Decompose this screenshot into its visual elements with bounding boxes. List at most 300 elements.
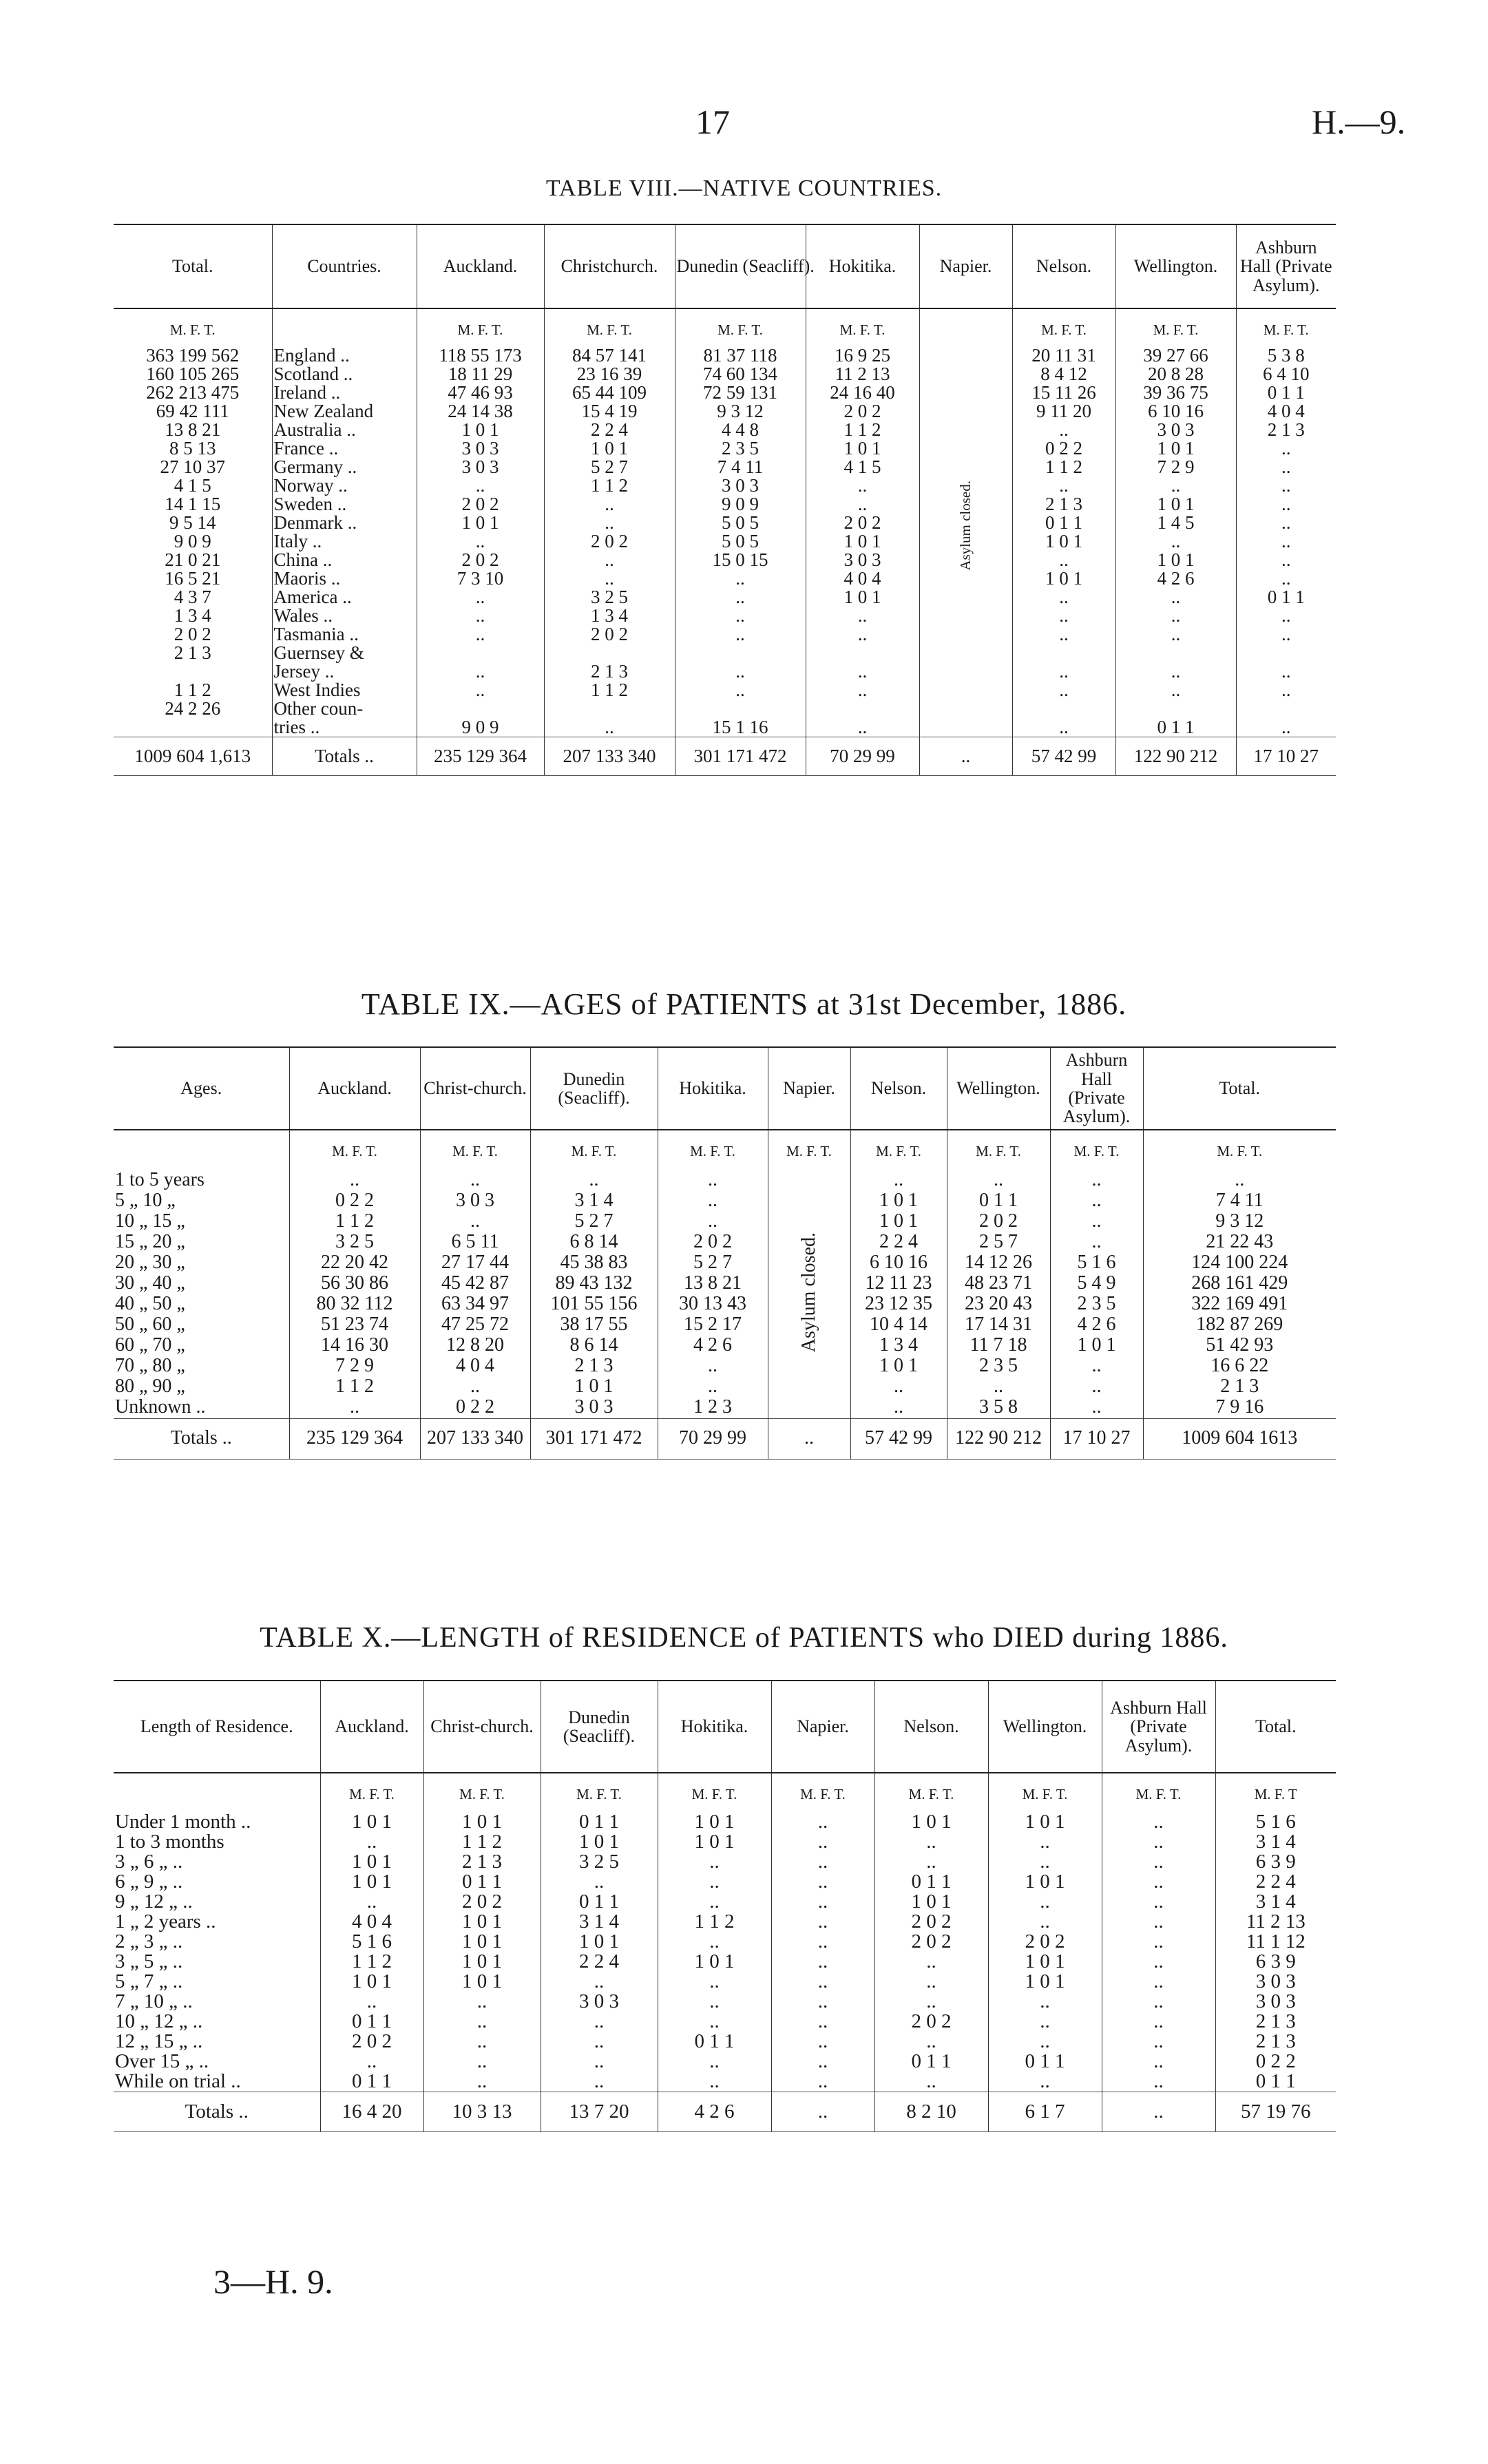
country-cell: France ..: [272, 439, 417, 458]
nelson-cell: 15 11 26: [1012, 383, 1115, 402]
dunedin-cell: 101 55 156: [530, 1294, 658, 1315]
wellington-total: 122 90 212: [947, 1419, 1050, 1460]
table-row: [114, 1852, 1336, 1872]
hokitika-cell: 1 0 1: [658, 1832, 771, 1852]
christchurch-cell: 3 0 3: [420, 1191, 530, 1212]
napier-cell: ..: [771, 1812, 874, 1832]
table-native-countries: [114, 224, 1336, 776]
hokitika-total: 4 2 6: [658, 2092, 771, 2132]
christchurch-cell: ..: [423, 1992, 541, 2012]
total-cell: [114, 718, 272, 737]
totals-row: [114, 2092, 1336, 2132]
col-header-nelson: Nelson.: [874, 1681, 988, 1773]
wellington-cell: 20 8 28: [1115, 365, 1236, 383]
col-header-nelson: Nelson.: [850, 1047, 947, 1130]
ashburn-cell: ..: [1050, 1398, 1143, 1419]
total-cell: 124 100 224: [1143, 1253, 1336, 1274]
napier-cell: ..: [771, 1832, 874, 1852]
table-row: [114, 718, 1336, 737]
napier-cell: ..: [771, 1952, 874, 1972]
nelson-cell: 1 0 1: [850, 1212, 947, 1232]
christchurch-cell: 47 25 72: [420, 1315, 530, 1336]
length-cell: Under 1 month ..: [115, 1811, 251, 1833]
wellington-cell: 0 1 1: [988, 2052, 1102, 2072]
dunedin-cell: 2 3 5: [675, 439, 806, 458]
total-cell: 182 87 269: [1143, 1315, 1336, 1336]
mft-label: M. F. T.: [541, 1773, 658, 1812]
auckland-cell: 47 46 93: [417, 383, 544, 402]
auckland-cell: 0 1 1: [320, 2012, 423, 2032]
nelson-cell: 9 11 20: [1012, 402, 1115, 421]
length-cell: 1 „ 2 years ..: [115, 1910, 216, 1933]
napier-cell: ..: [771, 1892, 874, 1912]
hokitika-cell: 13 8 21: [658, 1274, 768, 1294]
christchurch-total: 10 3 13: [423, 2092, 541, 2132]
mft-label: M. F. T.: [874, 1773, 988, 1812]
hokitika-cell: ..: [658, 1992, 771, 2012]
christchurch-cell: 63 34 97: [420, 1294, 530, 1315]
table-ages-of-patients: [114, 1046, 1336, 1460]
hokitika-cell: 4 0 4: [806, 569, 919, 588]
hokitika-cell: ..: [658, 1972, 771, 1992]
christchurch-cell: 1 0 1: [423, 1912, 541, 1932]
total-cell: 1 1 2: [174, 680, 211, 700]
total-cell: 7 9 16: [1143, 1398, 1336, 1419]
dunedin-cell: 2 2 4: [541, 1952, 658, 1972]
wellington-cell: ..: [1115, 625, 1236, 644]
ashburn-cell: 2 1 3: [1236, 421, 1336, 439]
col-header-dunedin: Dunedin (Seacliff).: [530, 1047, 658, 1130]
hokitika-cell: 1 0 1: [806, 532, 919, 551]
ashburn-cell: ..: [1102, 1832, 1215, 1852]
ashburn-cell: ..: [1050, 1232, 1143, 1253]
wellington-total: 122 90 212: [1115, 737, 1236, 776]
mft-label: M. F. T.: [771, 1773, 874, 1812]
auckland-cell: 1 0 1: [320, 1872, 423, 1892]
ashburn-cell: ..: [1102, 1912, 1215, 1932]
wellington-cell: ..: [988, 1892, 1102, 1912]
table-length-of-residence: [114, 1680, 1336, 2132]
country-cell: Ireland ..: [272, 383, 417, 402]
wellington-cell: 39 27 66: [1115, 346, 1236, 365]
ashburn-cell: ..: [1102, 2012, 1215, 2032]
auckland-cell: ..: [417, 607, 544, 625]
hokitika-cell: [806, 699, 919, 718]
country-cell: Italy ..: [272, 532, 417, 551]
table-row: [114, 551, 1336, 569]
ashburn-cell: 5 3 8: [1236, 346, 1336, 365]
christchurch-cell: ..: [423, 2072, 541, 2092]
table-row: [114, 1832, 1336, 1852]
col-header-wellington: Wellington.: [1115, 224, 1236, 308]
total-cell: 1 3 4: [174, 605, 211, 626]
mft-label: M. F. T.: [1143, 1130, 1336, 1170]
mft-header-row: [114, 1773, 1336, 1812]
total-cell: 1009 604 1,613: [114, 737, 272, 776]
dunedin-cell: 3 0 3: [530, 1398, 658, 1419]
ashburn-cell: ..: [1236, 681, 1336, 699]
hokitika-cell: ..: [658, 1932, 771, 1952]
col-header-auckland: Auckland.: [320, 1681, 423, 1773]
auckland-cell: 1 1 2: [289, 1212, 420, 1232]
wellington-cell: 39 36 75: [1115, 383, 1236, 402]
auckland-cell: 2 0 2: [417, 551, 544, 569]
table-row: [114, 569, 1336, 588]
hokitika-cell: 1 0 1: [658, 1812, 771, 1832]
total-cell: 363 199 562: [146, 345, 240, 366]
nelson-cell: [1012, 644, 1115, 662]
christchurch-cell: 0 2 2: [420, 1398, 530, 1419]
nelson-cell: ..: [850, 1170, 947, 1191]
total-cell: 3 0 3: [1215, 1992, 1336, 2012]
hokitika-cell: ..: [658, 1892, 771, 1912]
totals-label: Totals ..: [114, 1419, 289, 1460]
country-cell: tries ..: [272, 718, 417, 737]
dunedin-cell: [675, 699, 806, 718]
table-row: [114, 1315, 1336, 1336]
table-row: [114, 1356, 1336, 1377]
country-cell: America ..: [272, 588, 417, 607]
auckland-cell: ..: [320, 1992, 423, 2012]
total-cell: 9 5 14: [169, 512, 216, 533]
christchurch-cell: 1 0 1: [544, 439, 675, 458]
napier-cell: ..: [771, 2032, 874, 2052]
auckland-cell: 51 23 74: [289, 1315, 420, 1336]
length-cell: 9 „ 12 „ ..: [115, 1891, 193, 1913]
napier-cell: ..: [771, 2072, 874, 2092]
col-header-ashburn: Ashburn Hall (Private Asylum).: [1236, 224, 1336, 308]
hokitika-cell: 0 1 1: [658, 2032, 771, 2052]
hokitika-cell: 30 13 43: [658, 1294, 768, 1315]
length-cell: 3 „ 5 „ ..: [115, 1950, 183, 1972]
total-cell: 2 1 3: [174, 642, 211, 663]
dunedin-cell: ..: [541, 2032, 658, 2052]
dunedin-cell: ..: [541, 2012, 658, 2032]
wellington-cell: 0 1 1: [1115, 718, 1236, 737]
col-header-total: Total.: [1215, 1681, 1336, 1773]
christchurch-cell: 1 1 2: [544, 681, 675, 699]
dunedin-cell: 5 2 7: [530, 1212, 658, 1232]
christchurch-cell: ..: [423, 2052, 541, 2072]
christchurch-cell: 1 0 1: [423, 1812, 541, 1832]
nelson-cell: 0 1 1: [874, 1872, 988, 1892]
hokitika-cell: ..: [658, 2012, 771, 2032]
table-row: [114, 1972, 1336, 1992]
country-cell: China ..: [272, 551, 417, 569]
total-cell: 3 1 4: [1215, 1832, 1336, 1852]
nelson-cell: ..: [874, 1852, 988, 1872]
country-cell: Scotland ..: [272, 365, 417, 383]
nelson-cell: ..: [1012, 476, 1115, 495]
hokitika-cell: 2 0 2: [658, 1232, 768, 1253]
dunedin-cell: 1 0 1: [541, 1932, 658, 1952]
christchurch-cell: [544, 644, 675, 662]
totals-row: [114, 737, 1336, 776]
col-header-total: Total.: [1143, 1047, 1336, 1130]
napier-cell: ..: [771, 1992, 874, 2012]
napier-total: ..: [768, 1419, 850, 1460]
napier-cell: ..: [771, 1852, 874, 1872]
col-header-hokitika: Hokitika.: [658, 1681, 771, 1773]
christchurch-cell: ..: [423, 2032, 541, 2052]
hokitika-cell: 11 2 13: [806, 365, 919, 383]
nelson-cell: 20 11 31: [1012, 346, 1115, 365]
christchurch-cell: 5 2 7: [544, 458, 675, 476]
nelson-cell: [1012, 699, 1115, 718]
dunedin-cell: ..: [541, 2052, 658, 2072]
ashburn-cell: ..: [1236, 662, 1336, 681]
dunedin-cell: 45 38 83: [530, 1253, 658, 1274]
total-cell: 2 0 2: [174, 624, 211, 644]
table-row: [114, 1952, 1336, 1972]
age-cell: 60 „ 70 „: [115, 1334, 185, 1356]
col-header-dunedin: Dunedin (Seacliff).: [541, 1681, 658, 1773]
total-cell: 21 0 21: [165, 549, 221, 570]
christchurch-cell: 4 0 4: [420, 1356, 530, 1377]
nelson-cell: ..: [874, 2032, 988, 2052]
total-cell: 2 2 4: [1215, 1872, 1336, 1892]
ashburn-cell: ..: [1236, 458, 1336, 476]
nelson-cell: ..: [874, 1992, 988, 2012]
auckland-cell: 1 0 1: [320, 1852, 423, 1872]
table-row: [114, 2052, 1336, 2072]
mft-label: M. F. T.: [289, 1130, 420, 1170]
ashburn-cell: 6 4 10: [1236, 365, 1336, 383]
auckland-cell: ..: [289, 1170, 420, 1191]
col-header-wellington: Wellington.: [947, 1047, 1050, 1130]
christchurch-cell: 45 42 87: [420, 1274, 530, 1294]
wellington-cell: 17 14 31: [947, 1315, 1050, 1336]
auckland-cell: 0 2 2: [289, 1191, 420, 1212]
wellington-cell: 2 0 2: [947, 1212, 1050, 1232]
auckland-cell: 4 0 4: [320, 1912, 423, 1932]
napier-asylum-closed-note: [768, 1170, 850, 1419]
totals-label: Totals ..: [272, 737, 417, 776]
ashburn-cell: ..: [1050, 1377, 1143, 1398]
total-cell: 268 161 429: [1143, 1274, 1336, 1294]
wellington-cell: ..: [988, 2032, 1102, 2052]
nelson-cell: ..: [874, 2072, 988, 2092]
countries-spacer: [272, 308, 417, 346]
dunedin-cell: ..: [541, 2072, 658, 2092]
country-cell: Jersey ..: [272, 662, 417, 681]
nelson-cell: 12 11 23: [850, 1274, 947, 1294]
col-header-napier: Napier.: [768, 1047, 850, 1130]
mft-label: M. F. T.: [675, 308, 806, 346]
ashburn-cell: ..: [1050, 1191, 1143, 1212]
ashburn-cell: 0 1 1: [1236, 383, 1336, 402]
total-cell: 2 1 3: [1143, 1377, 1336, 1398]
total-cell: 2 1 3: [1215, 2032, 1336, 2052]
page-footer: 3—H. 9.: [213, 2262, 333, 2301]
table-row: [114, 1812, 1336, 1832]
col-header-wellington: Wellington.: [988, 1681, 1102, 1773]
dunedin-total: 301 171 472: [530, 1419, 658, 1460]
wellington-cell: ..: [1115, 681, 1236, 699]
auckland-cell: 3 2 5: [289, 1232, 420, 1253]
christchurch-cell: 2 1 3: [544, 662, 675, 681]
wellington-cell: 7 2 9: [1115, 458, 1236, 476]
wellington-cell: 3 0 3: [1115, 421, 1236, 439]
dunedin-cell: ..: [675, 607, 806, 625]
wellington-cell: 1 0 1: [988, 1872, 1102, 1892]
table-row: [114, 1912, 1336, 1932]
wellington-cell: [1115, 699, 1236, 718]
wellington-cell: ..: [988, 1832, 1102, 1852]
total-total: 1009 604 1613: [1143, 1419, 1336, 1460]
hokitika-cell: [806, 644, 919, 662]
ashburn-cell: ..: [1102, 2072, 1215, 2092]
dunedin-cell: 6 8 14: [530, 1232, 658, 1253]
mft-label: M. F. T.: [988, 1773, 1102, 1812]
napier-cell: ..: [771, 2012, 874, 2032]
hokitika-cell: ..: [806, 495, 919, 514]
hokitika-cell: ..: [658, 1852, 771, 1872]
country-cell: England ..: [272, 346, 417, 365]
ashburn-cell: ..: [1236, 607, 1336, 625]
auckland-cell: 3 0 3: [417, 458, 544, 476]
auckland-cell: [417, 644, 544, 662]
ashburn-cell: 5 1 6: [1050, 1253, 1143, 1274]
age-cell: 20 „ 30 „: [115, 1252, 185, 1273]
ashburn-cell: 1 0 1: [1050, 1336, 1143, 1356]
nelson-cell: ..: [1012, 625, 1115, 644]
nelson-total: 8 2 10: [874, 2092, 988, 2132]
total-cell: 160 105 265: [146, 364, 240, 384]
table-row: [114, 1377, 1336, 1398]
hokitika-cell: 1 2 3: [658, 1398, 768, 1419]
christchurch-total: 207 133 340: [420, 1419, 530, 1460]
auckland-cell: ..: [417, 681, 544, 699]
nelson-cell: 0 2 2: [1012, 439, 1115, 458]
table-10-title: TABLE X.—LENGTH of RESIDENCE of PATIENTS who DIED during 1886.: [260, 1622, 1228, 1654]
total-cell: 9 0 9: [174, 531, 211, 551]
table-row: [114, 681, 1336, 699]
ashburn-cell: ..: [1102, 1872, 1215, 1892]
hokitika-cell: ..: [806, 476, 919, 495]
christchurch-cell: 15 4 19: [544, 402, 675, 421]
wellington-cell: ..: [1115, 662, 1236, 681]
dunedin-total: 13 7 20: [541, 2092, 658, 2132]
napier-cell: ..: [771, 1912, 874, 1932]
auckland-cell: 3 0 3: [417, 439, 544, 458]
table-row: [114, 1932, 1336, 1952]
total-total: 57 19 76: [1215, 2092, 1336, 2132]
ashburn-cell: ..: [1050, 1212, 1143, 1232]
table-row: [114, 1872, 1336, 1892]
dunedin-cell: 5 0 5: [675, 514, 806, 532]
nelson-cell: ..: [850, 1377, 947, 1398]
mft-label: M. F. T.: [806, 308, 919, 346]
auckland-cell: 118 55 173: [417, 346, 544, 365]
hokitika-cell: ..: [806, 681, 919, 699]
ashburn-cell: ..: [1236, 718, 1336, 737]
table-row: [114, 532, 1336, 551]
dunedin-cell: 74 60 134: [675, 365, 806, 383]
hokitika-cell: 2 0 2: [806, 402, 919, 421]
nelson-total: 57 42 99: [1012, 737, 1115, 776]
nelson-cell: 2 0 2: [874, 1932, 988, 1952]
hokitika-cell: ..: [806, 662, 919, 681]
ashburn-cell: ..: [1102, 1932, 1215, 1952]
table-row: [114, 495, 1336, 514]
table-9-title: TABLE IX.—AGES of PATIENTS at 31st December, 1886.: [361, 987, 1127, 1021]
dunedin-cell: 15 1 16: [675, 718, 806, 737]
wellington-cell: ..: [1115, 607, 1236, 625]
total-cell: 5 1 6: [1215, 1812, 1336, 1832]
total-cell: 51 42 93: [1143, 1336, 1336, 1356]
mft-label: M. F. T.: [947, 1130, 1050, 1170]
dunedin-cell: 15 0 15: [675, 551, 806, 569]
hokitika-cell: ..: [806, 625, 919, 644]
christchurch-cell: 1 3 4: [544, 607, 675, 625]
table-row: [114, 662, 1336, 681]
dunedin-cell: ..: [675, 625, 806, 644]
mft-header-row: [114, 1130, 1336, 1170]
col-header-nelson: Nelson.: [1012, 224, 1115, 308]
nelson-cell: 0 1 1: [1012, 514, 1115, 532]
length-cell: 10 „ 12 „ ..: [115, 2010, 203, 2032]
nelson-cell: 1 0 1: [850, 1356, 947, 1377]
total-cell: 262 213 475: [146, 382, 240, 403]
christchurch-cell: 2 0 2: [544, 625, 675, 644]
nelson-cell: 1 0 1: [1012, 569, 1115, 588]
nelson-cell: 1 0 1: [874, 1812, 988, 1832]
wellington-total: 6 1 7: [988, 2092, 1102, 2132]
ashburn-cell: ..: [1102, 1812, 1215, 1832]
wellington-cell: ..: [947, 1170, 1050, 1191]
auckland-cell: 2 0 2: [417, 495, 544, 514]
country-cell: Norway ..: [272, 476, 417, 495]
ashburn-cell: ..: [1236, 439, 1336, 458]
table-row: [114, 346, 1336, 365]
table-row: [114, 476, 1336, 495]
table-8-title: TABLE VIII.—NATIVE COUNTRIES.: [545, 176, 943, 201]
length-cell: 6 „ 9 „ ..: [115, 1871, 183, 1893]
hokitika-cell: 1 1 2: [658, 1912, 771, 1932]
total-cell: 21 22 43: [1143, 1232, 1336, 1253]
hokitika-total: 70 29 99: [806, 737, 919, 776]
ashburn-cell: ..: [1102, 1892, 1215, 1912]
christchurch-cell: ..: [544, 718, 675, 737]
auckland-cell: 0 1 1: [320, 2072, 423, 2092]
table-row: [114, 588, 1336, 607]
age-cell: 30 „ 40 „: [115, 1272, 185, 1294]
auckland-cell: 1 1 2: [320, 1952, 423, 1972]
mft-label: M. F. T.: [544, 308, 675, 346]
hokitika-cell: 2 0 2: [806, 514, 919, 532]
total-cell: 3 1 4: [1215, 1892, 1336, 1912]
auckland-cell: ..: [320, 1832, 423, 1852]
ashburn-cell: ..: [1102, 1992, 1215, 2012]
napier-asylum-closed-note: [919, 308, 1012, 737]
table-row: [114, 1191, 1336, 1212]
napier-note-text: Asylum closed.: [798, 1232, 819, 1353]
age-cell: 1 to 5 years: [115, 1169, 205, 1190]
wellington-cell: 6 10 16: [1115, 402, 1236, 421]
ashburn-cell: ..: [1102, 2052, 1215, 2072]
age-cell: 50 „ 60 „: [115, 1314, 185, 1335]
hokitika-cell: 15 2 17: [658, 1315, 768, 1336]
age-cell: 15 „ 20 „: [115, 1231, 185, 1252]
auckland-cell: 18 11 29: [417, 365, 544, 383]
table-row: [114, 514, 1336, 532]
auckland-cell: ..: [417, 662, 544, 681]
dunedin-cell: 5 0 5: [675, 532, 806, 551]
total-cell: 27 10 37: [160, 456, 225, 477]
christchurch-total: 207 133 340: [544, 737, 675, 776]
napier-cell: ..: [771, 1932, 874, 1952]
